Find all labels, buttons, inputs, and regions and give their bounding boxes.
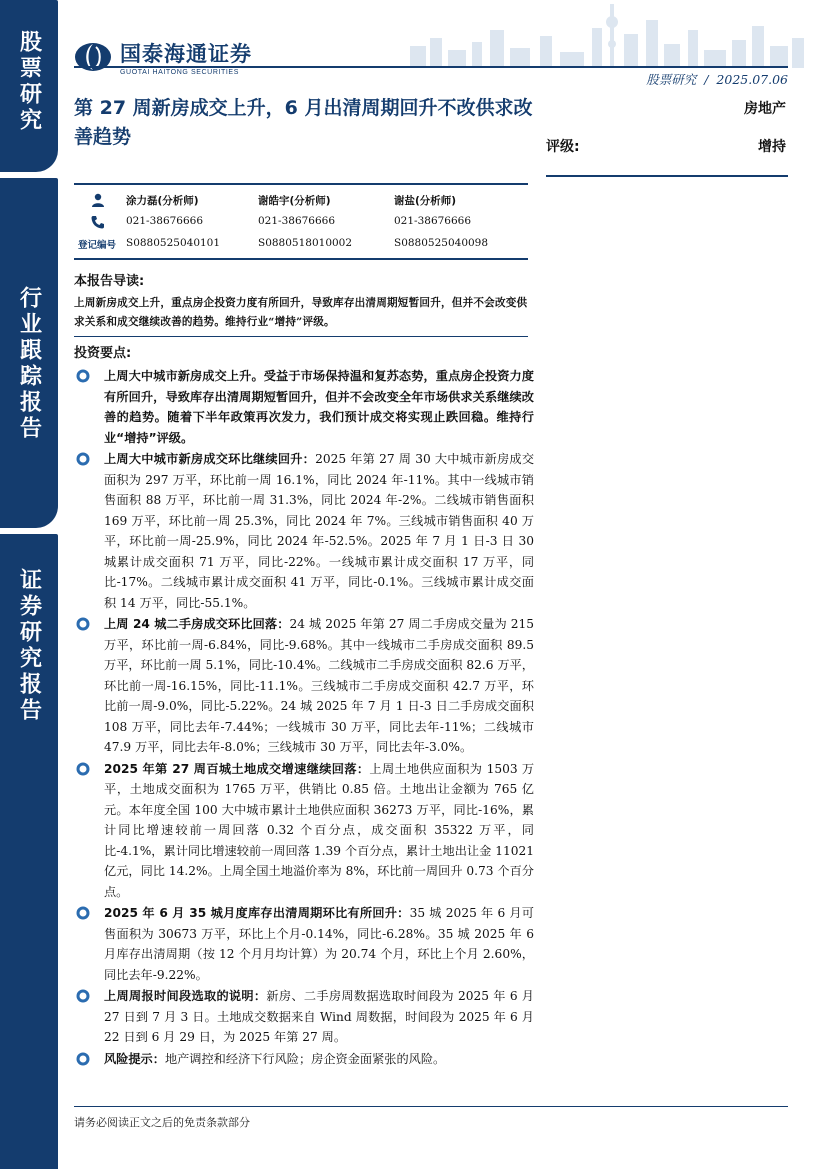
analyst-reg-number: S0880525040101 [126, 237, 221, 249]
sidebar-tag-industry-tracking [0, 178, 58, 528]
analyst-name-row [74, 190, 528, 212]
point-body: 地产调控和经济下行风险；房企资金面紧张的风险。 [164, 1051, 446, 1066]
rating-row [546, 136, 786, 156]
header-divider [74, 66, 788, 68]
ring-bullet-icon [76, 989, 90, 1003]
ring-bullet-icon [76, 452, 90, 466]
analyst-phone: 021-38676666 [126, 215, 204, 227]
analyst-phone: 021-38676666 [394, 215, 472, 227]
investment-point [74, 903, 534, 985]
rating-label: 评级: [546, 139, 580, 155]
investment-point [74, 1049, 534, 1070]
analyst-name: 谢盐(分析师) [394, 195, 457, 207]
analyst-name: 谢皓宇(分析师) [258, 195, 331, 207]
footer-divider [74, 1106, 788, 1107]
point-body: 2025 年第 27 周 30 大中城市新房成交面积为 297 万平，环比前一周 16.1%，同比 2024 年-11%。其中一线城市销售面积 88 万平，环比前一周 31.3%，同比 2024 年-2%。二线城市销售面积 169 万平，环比前一周 25.3%，同比 2024 年 7%。三线城市销售面积 40 万平，环比前一周-25.9%，同比 2024 年-52.5%。2025 年 7 月 1 日-3 日 30 城累计成交面积 71 万平，同比-22%。一线城市累计成交面积 17 万平，同比-17%。二线城市累计成交面积 41 万平，同比-0.1%。三线城市累计成交面积 14 万平，同比-55.1%。 [104, 452, 535, 610]
point-body: 35 城 2025 年 6 月可售面积为 30673 万平，环比上个月-0.14%，同比-6.28%。35 城 2025 年 6 月库存出清周期（按 12 个月月均计算）为 20.74 个月，环比上个月 2.60%，同比去年-9.22%。 [104, 906, 534, 982]
ring-bullet-icon [76, 617, 90, 631]
analyst-reg-row [74, 234, 528, 256]
point-lead: 风险提示： [104, 1051, 165, 1066]
ring-bullet-icon [76, 1052, 90, 1066]
company-logo [74, 38, 252, 76]
city-skyline-icon [400, 0, 810, 70]
sidebar-tag-label: 证券研究报告 [16, 568, 42, 724]
analyst-phone: 021-38676666 [258, 215, 336, 227]
report-title: 第 27 周新房成交上升，6 月出清周期回升不改供求改善趋势 [74, 97, 533, 148]
left-sidebar [0, 0, 58, 1169]
point-body: 上周土地供应面积为 1503 万平，土地成交面积为 1765 万平，供销比 0.85 倍。土地出让金额为 765 亿元。本年度全国 100 大中城市累计土地供应面积 36273 万平，同比-16%，累计同比增速较前一周回落 0.32 个百分点，成交面积 35322 万平，同比-4.1%，累计同比增速较前一周回落 1.39 个百分点，累计土地出让金 11021 亿元，同比 14.2%。上周全国土地溢价率为 8%，环比前一周回升 0.73 个百分点。 [104, 761, 535, 899]
guide-heading: 本报告导读: [74, 274, 145, 289]
rating-value: 增持 [758, 139, 786, 155]
ring-bullet-icon [76, 369, 90, 383]
sidebar-tag-label: 股票研究 [16, 30, 42, 134]
analyst-name: 涂力磊(分析师) [126, 195, 199, 207]
analyst-reg-number: S0880518010002 [258, 237, 353, 249]
point-lead: 上周 24 城二手房成交环比回落： [104, 617, 290, 631]
ring-bullet-icon [76, 906, 90, 920]
point-body: 上周大中城市新房成交上升。受益于市场保持温和复苏态势，重点房企投资力度有所回升，导致库存出清周期短暂回升，但并不会改变全年市场供求关系继续改善的趋势。随着下半年政策再次发力，我们预计成交将实现止跌回稳。维持行业“增持”评级。 [104, 369, 534, 445]
investment-point [74, 366, 534, 448]
analyst-phone-row [74, 212, 528, 234]
point-lead: 上周大中城市新房成交环比继续回升： [104, 452, 316, 466]
report-date: 2025.07.06 [716, 72, 788, 87]
report-meta [642, 70, 788, 88]
disclaimer-text: 请务必阅读正文之后的免责条款部分 [74, 1116, 250, 1129]
analyst-divider-top [74, 183, 528, 185]
person-icon [90, 192, 106, 208]
point-lead: 上周周报时间段选取的说明： [104, 989, 267, 1003]
analyst-reg-number: S0880525040098 [394, 237, 489, 249]
meta-separator: / [704, 72, 709, 87]
brand-name-cn: 国泰海通证券 [120, 42, 252, 66]
investment-point [74, 614, 534, 758]
industry-label: 房地产 [744, 101, 786, 117]
investment-points [74, 366, 534, 1070]
phone-icon [90, 214, 106, 230]
rating-divider [546, 175, 788, 177]
sidebar-tag-stock-research [0, 0, 58, 172]
registration-label: 登记编号 [78, 240, 117, 251]
brand-name-en: GUOTAI HAITONG SECURITIES [120, 69, 239, 76]
report-type: 股票研究 [646, 72, 697, 87]
investment-point [74, 449, 534, 613]
analyst-table [74, 190, 528, 256]
guide-text: 上周新房成交上升，重点房企投资力度有所回升，导致库存出清周期短暂回升，但并不会改变供求关系和成交继续改善的趋势。维持行业“增持”评级。 [74, 297, 528, 328]
guide-divider [74, 336, 528, 337]
analyst-divider-bottom [74, 258, 528, 260]
sidebar-tag-label: 行业跟踪报告 [16, 286, 42, 442]
point-body: 24 城 2025 年第 27 周二手房成交量为 215 万平，环比前一周-6.84%，同比-9.68%。其中一线城市二手房成交面积 89.5 万平，环比前一周 5.1%，同比-10.4%。二线城市二手房成交面积 82.6 万平，环比前一周-16.15%，同比-11.1%。三线城市二手房成交面积 42.7 万平，环比前一周-9.0%，同比-5.22%。24 城 2025 年 7 月 1 日-3 日二手房成交面积 108 万平，同比去年-7.44%；一线城市 30 万平，同比去年-11%；二线城市 47.9 万平，同比去年-8.0%；三线城市 30 万平，同比去年-3.0%。 [104, 617, 534, 754]
point-lead: 2025 年第 27 周百城土地成交增速继续回落： [104, 761, 370, 776]
investment-point [74, 759, 534, 903]
sidebar-tag-securities-research [0, 534, 58, 1169]
investment-point [74, 986, 534, 1048]
investment-heading: 投资要点: [74, 346, 132, 361]
point-body: 新房、二手房周数据选取时间段为 2025 年 6 月 27 日到 7 月 3 日。土地成交数据来自 Wind 周数据，时间段为 2025 年 6 月 22 日到 6 月 29 日，为 2025 年第 27 周。 [104, 989, 534, 1044]
point-lead: 2025 年 6 月 35 城月度库存出清周期环比有所回升： [104, 906, 410, 920]
ring-bullet-icon [76, 762, 90, 776]
